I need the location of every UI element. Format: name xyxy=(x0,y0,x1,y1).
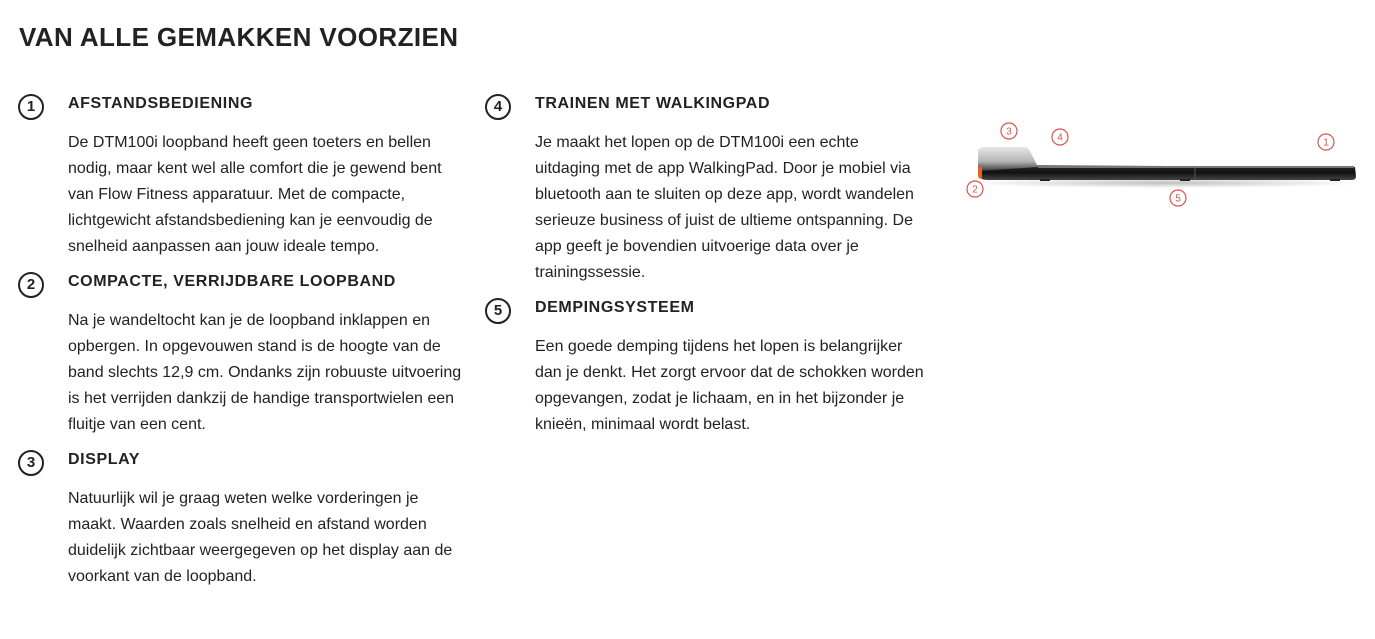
treadmill-console xyxy=(978,147,1038,171)
marker-2 xyxy=(967,181,983,197)
features-column-right xyxy=(485,92,925,448)
treadmill-illustration xyxy=(960,115,1365,215)
feature-description: Een goede demping tijdens het lopen is belangrijker dan je denkt. Het zorgt ervoor dat de schokken worden opgevangen, zodat je lichaam, en in het bijzonder je knieën, minimaal wordt belast. xyxy=(535,338,924,433)
feature-number-badge: 2 xyxy=(18,272,44,298)
feature-remote-control xyxy=(18,92,463,260)
treadmill-orange-accent xyxy=(978,167,982,179)
feature-compact-treadmill xyxy=(18,270,463,438)
features-column-left xyxy=(18,92,463,600)
feature-description: Natuurlijk wil je graag weten welke vorderingen je maakt. Waarden zoals snelheid en afstand worden duidelijk zichtbaar weergegeven op het display aan de voorkant van de loopband. xyxy=(68,490,453,585)
feature-damping-system xyxy=(485,296,925,438)
feature-number-badge: 1 xyxy=(18,94,44,120)
feature-title: DEMPINGSYSTEEM xyxy=(535,299,695,316)
feature-description: Je maakt het lopen op de DTM100i een echte uitdaging met de app WalkingPad. Door je mobiel via bluetooth aan te sluiten op deze app, wordt wandelen serieuze business of juist de ultieme ontspanning. De app geeft je bovendien uitvoerige data over je trainingssessie. xyxy=(535,134,914,281)
feature-walkingpad-app xyxy=(485,92,925,286)
marker-4-label: 4 xyxy=(1057,132,1063,144)
marker-2-label: 2 xyxy=(972,184,978,196)
marker-3-label: 3 xyxy=(1006,126,1012,138)
feature-description: Na je wandeltocht kan je de loopband inklappen en opbergen. In opgevouwen stand is de hoogte van de band slechts 12,9 cm. Ondanks zijn robuuste uitvoering is het verrijden dankzij de handige transportwielen een fluitje van een cent. xyxy=(68,312,462,433)
treadmill-foot-middle xyxy=(1180,179,1190,181)
feature-description: De DTM100i loopband heeft geen toeters en bellen nodig, maar kent wel alle comfort die je gewend bent van Flow Fitness apparatuur. Met de compacte, lichtgewicht afstandsbediening kan je eenvoudig de snelheid aanpassen aan jouw ideale tempo. xyxy=(68,134,442,255)
marker-5 xyxy=(1170,190,1186,206)
page-title: VAN ALLE GEMAKKEN VOORZIEN xyxy=(19,22,459,52)
treadmill-foot-rear xyxy=(1330,179,1340,181)
feature-title: TRAINEN MET WALKINGPAD xyxy=(535,95,771,112)
feature-display xyxy=(18,448,463,590)
feature-title: DISPLAY xyxy=(68,451,141,468)
marker-1-label: 1 xyxy=(1323,137,1329,149)
feature-number-badge: 5 xyxy=(485,298,511,324)
treadmill-foot-front xyxy=(1040,179,1050,181)
marker-3 xyxy=(1001,123,1017,139)
feature-number-badge: 4 xyxy=(485,94,511,120)
marker-1 xyxy=(1318,134,1334,150)
treadmill-belt xyxy=(1038,166,1354,168)
feature-number-badge: 3 xyxy=(18,450,44,476)
marker-4 xyxy=(1052,129,1068,145)
marker-5-label: 5 xyxy=(1175,193,1181,205)
feature-title: COMPACTE, VERRIJDBARE LOOPBAND xyxy=(68,273,396,290)
feature-title: AFSTANDSBEDIENING xyxy=(68,95,254,112)
